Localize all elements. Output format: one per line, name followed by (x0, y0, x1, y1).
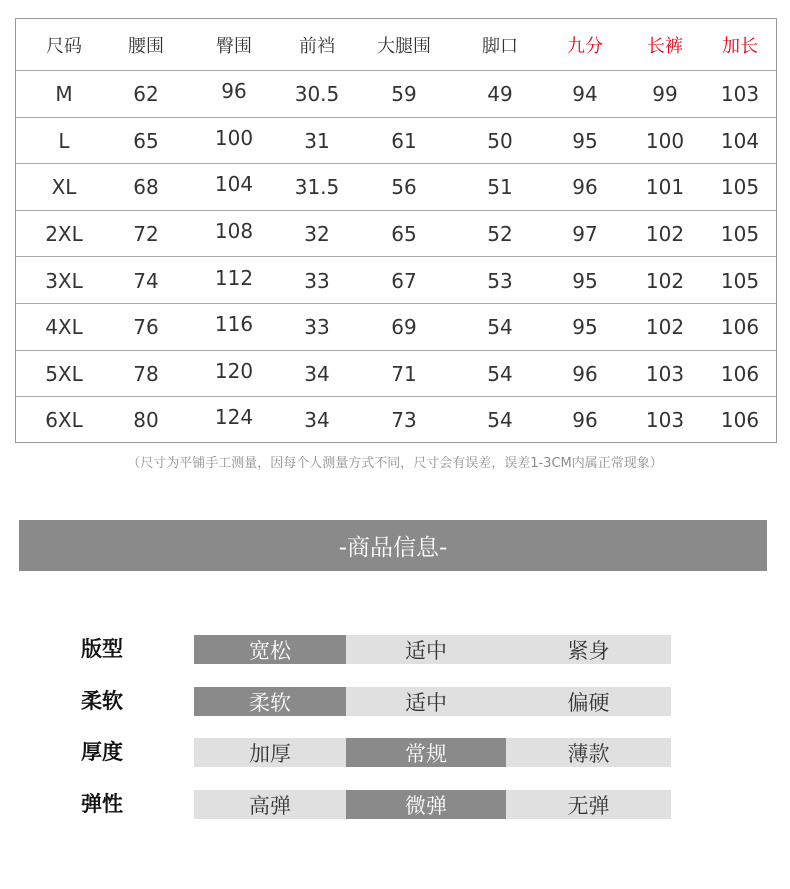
size-table-cell: 49 (487, 82, 513, 107)
size-table-cell: 52 (487, 222, 513, 247)
size-table-cell: 31.5 (294, 175, 340, 200)
size-table-cell: 99 (652, 82, 678, 107)
size-table-cell: 67 (391, 268, 417, 293)
size-table-cell: 56 (391, 175, 417, 200)
size-table-cell: 102 (645, 268, 685, 293)
attribute-option: 无弹 (567, 793, 610, 818)
size-table-row (16, 256, 776, 304)
size-table-cell: 103 (645, 361, 685, 386)
size-table-cell: 105 (720, 222, 760, 247)
size-table-cell: 108 (214, 219, 254, 244)
size-table-header-cell: 长裤 (647, 35, 683, 57)
attribute-label: 弹性 (81, 792, 123, 816)
size-table-cell: 78 (133, 361, 159, 386)
size-table-row (16, 350, 776, 398)
size-table-cell: 100 (645, 128, 685, 153)
size-table-cell: 5XL (45, 361, 83, 386)
size-table-cell: 96 (572, 408, 598, 433)
size-table-row (16, 210, 776, 258)
size-table-cell: 95 (572, 315, 598, 340)
attribute-option-selected: 柔软 (194, 687, 346, 716)
size-table-header-cell: 腰围 (128, 35, 164, 57)
size-table-cell: 97 (572, 222, 598, 247)
size-table-cell: 33 (304, 315, 330, 340)
size-chart-note: （尺寸为平铺手工测量，因每个人测量方式不同，尺寸会有误差，误差1-3CM内属正常现象） (127, 456, 663, 471)
size-table-cell: 104 (720, 128, 760, 153)
size-table-row (16, 303, 776, 351)
size-table-cell: 103 (645, 408, 685, 433)
size-table-cell: 62 (133, 82, 159, 107)
size-table-cell: 71 (391, 361, 417, 386)
size-table-header-cell: 脚口 (482, 35, 518, 57)
size-table-cell: 34 (304, 408, 330, 433)
size-table-cell: 105 (720, 175, 760, 200)
size-table-cell: 30.5 (294, 82, 340, 107)
attribute-scale (194, 635, 671, 664)
size-table-header-cell: 加长 (722, 35, 758, 57)
attribute-option: 紧身 (567, 638, 610, 663)
size-table-cell: 53 (487, 268, 513, 293)
product-info-title: -商品信息- (338, 535, 448, 561)
size-table-header-cell: 前裆 (299, 35, 335, 57)
size-table-cell: 31 (304, 128, 330, 153)
attribute-label: 厚度 (81, 740, 123, 764)
size-table-cell: 54 (487, 408, 513, 433)
size-table-cell: 95 (572, 268, 598, 293)
size-table-row (16, 396, 776, 444)
size-table-cell: L (58, 128, 70, 153)
size-table-row (16, 117, 776, 165)
size-table-cell: 50 (487, 128, 513, 153)
size-table-header-cell: 大腿围 (377, 35, 431, 57)
size-table-cell: 32 (304, 222, 330, 247)
size-table-cell: 103 (720, 82, 760, 107)
size-table-cell: 72 (133, 222, 159, 247)
size-table-cell: 54 (487, 315, 513, 340)
attribute-option: 适中 (405, 638, 447, 663)
size-table-cell: 101 (645, 175, 685, 200)
product-info-banner (19, 520, 767, 571)
size-table-cell: 112 (214, 265, 254, 290)
size-table-cell: 69 (391, 315, 417, 340)
attribute-label: 柔软 (81, 689, 123, 713)
size-table-cell: 6XL (45, 408, 83, 433)
size-table-cell: 61 (391, 128, 417, 153)
size-table-cell: 94 (572, 82, 598, 107)
size-table-header-cell: 九分 (567, 35, 603, 57)
size-table-cell: XL (51, 175, 77, 200)
attribute-option: 适中 (405, 690, 447, 715)
size-table-cell: 76 (133, 315, 159, 340)
size-table-cell: 73 (391, 408, 417, 433)
size-table-cell: 96 (572, 175, 598, 200)
size-table-cell: 74 (133, 268, 159, 293)
attribute-option-selected: 常规 (346, 738, 506, 767)
size-table-cell: 106 (720, 315, 760, 340)
size-table-row (16, 163, 776, 211)
attribute-scale (194, 790, 671, 819)
size-table-cell: 116 (214, 312, 254, 337)
size-table-cell: 80 (133, 408, 159, 433)
size-table-cell: 96 (572, 361, 598, 386)
size-table-cell: 34 (304, 361, 330, 386)
size-table-cell: 102 (645, 222, 685, 247)
attribute-option: 偏硬 (567, 690, 610, 715)
size-table-cell: 2XL (45, 222, 83, 247)
attribute-label: 版型 (81, 637, 123, 661)
size-table-cell: 106 (720, 408, 760, 433)
attribute-scale (194, 687, 671, 716)
size-table-cell: 95 (572, 128, 598, 153)
attribute-option: 薄款 (567, 741, 610, 766)
size-table-cell: 3XL (45, 268, 83, 293)
size-table-cell: 51 (487, 175, 513, 200)
size-table-row (16, 70, 776, 118)
size-table-cell: 105 (720, 268, 760, 293)
size-table-cell: 68 (133, 175, 159, 200)
size-table-header-cell: 臀围 (216, 35, 252, 57)
size-table-cell: 4XL (45, 315, 83, 340)
size-table-cell: M (55, 82, 73, 107)
size-table-header-row (16, 19, 776, 70)
size-table-cell: 100 (214, 125, 254, 150)
attribute-option: 加厚 (249, 741, 291, 766)
size-table-cell: 54 (487, 361, 513, 386)
size-table-cell: 104 (214, 172, 254, 197)
size-table-cell: 120 (214, 358, 254, 383)
attribute-option: 高弹 (249, 793, 291, 818)
size-chart-table (15, 18, 777, 443)
attribute-option-selected: 微弹 (346, 790, 506, 819)
size-table-cell: 33 (304, 268, 330, 293)
attribute-option-selected: 宽松 (194, 635, 346, 664)
size-table-cell: 65 (133, 128, 159, 153)
size-table-cell: 102 (645, 315, 685, 340)
size-table-cell: 96 (221, 79, 247, 104)
size-table-cell: 106 (720, 361, 760, 386)
size-table-cell: 124 (214, 405, 254, 430)
attribute-scale (194, 738, 671, 767)
size-table-header-cell: 尺码 (46, 35, 82, 57)
size-table-cell: 65 (391, 222, 417, 247)
size-table-cell: 59 (391, 82, 417, 107)
